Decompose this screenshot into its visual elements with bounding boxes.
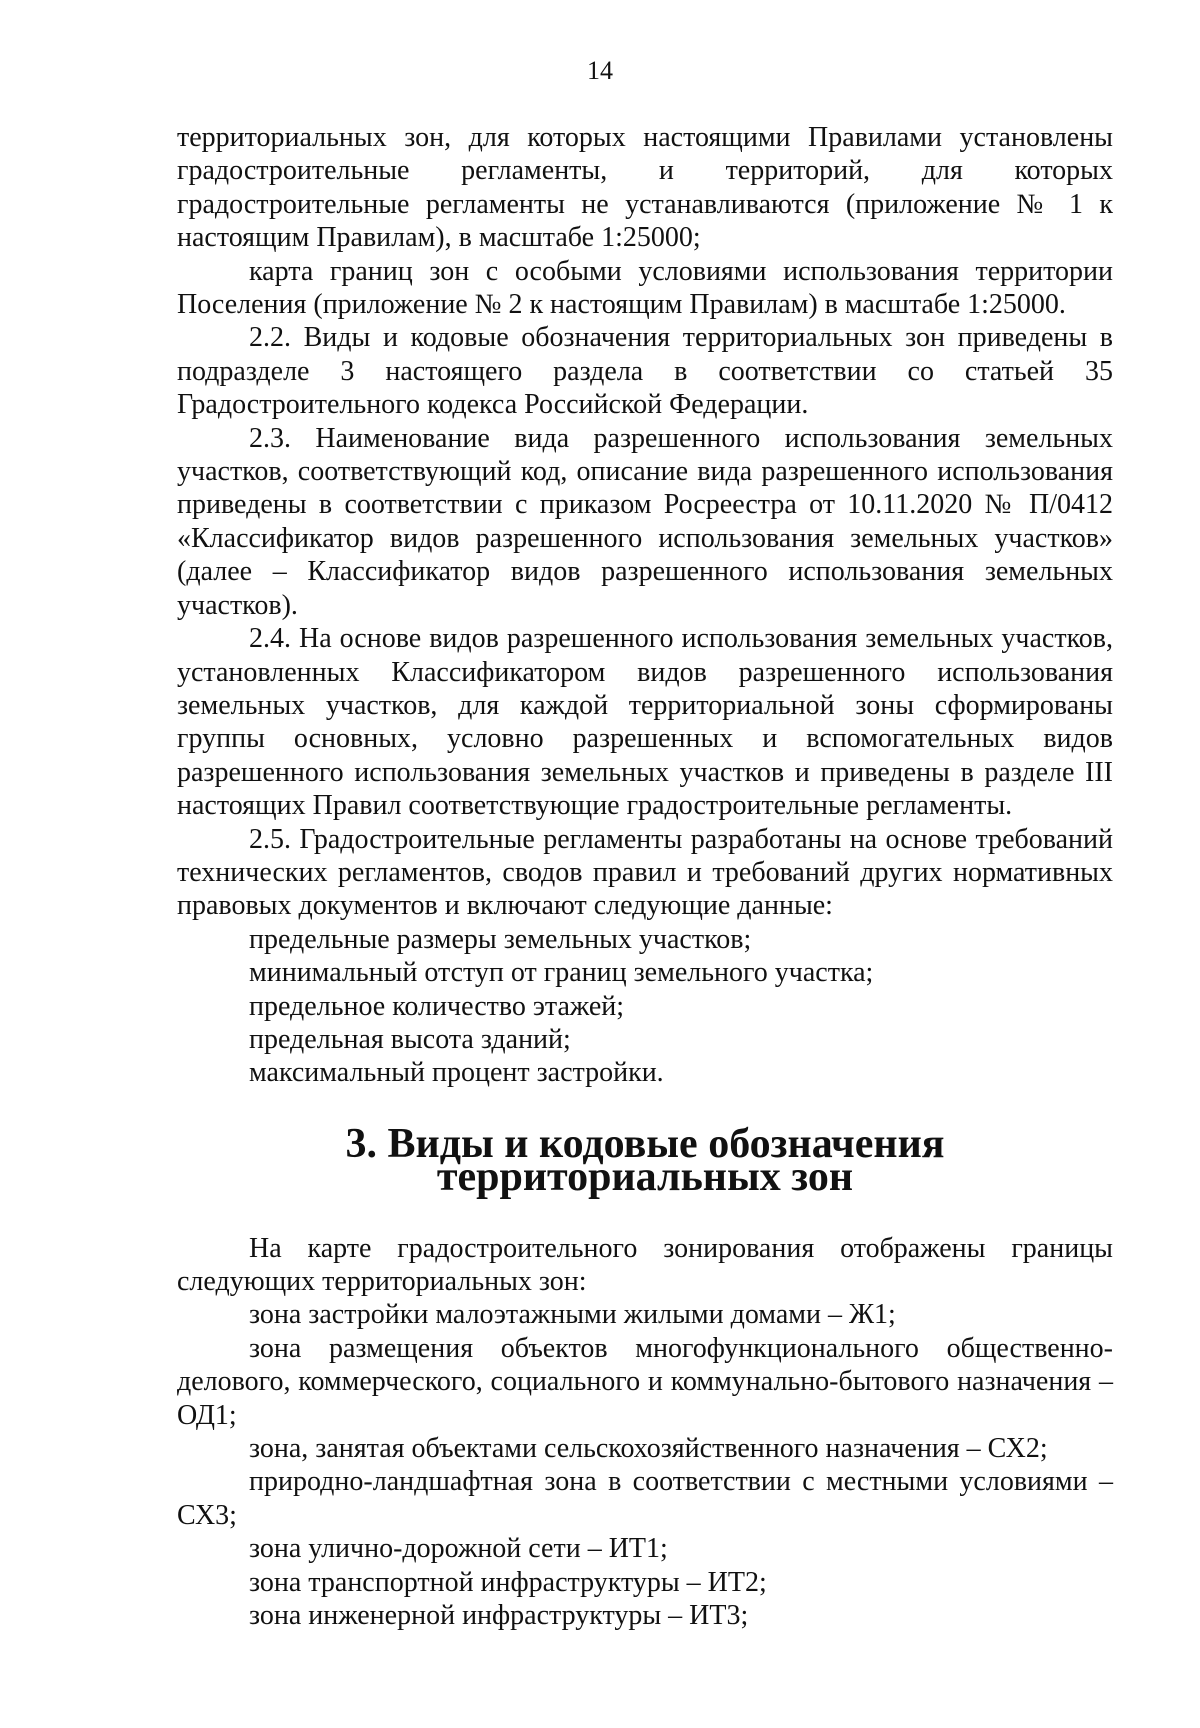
list-item: минимальный отступ от границ земельного участка; <box>249 957 874 989</box>
spacer <box>177 1195 1113 1232</box>
list-item: зона транспортной инфраструктуры – ИТ2; <box>249 1566 767 1598</box>
paragraph: На карте градостроительного зонирования отображены границы следующих территориальных зон: <box>177 1232 1113 1297</box>
paragraph: территориальных зон, для которых настоящими Правилами установлены градостроительные регламенты, и территорий, для которых градостроительные регламенты не устанавливаются (приложение № 1 к настоящим Правилам), в масштабе 1:25000; <box>177 122 1113 254</box>
list-item: предельная высота зданий; <box>249 1023 571 1055</box>
list-item: зона застройки малоэтажными жилыми домами – Ж1; <box>249 1299 896 1331</box>
paragraph: 2.3. Наименование вида разрешенного использования земельных участков, соответствующий код, описание вида разрешенного использования приведены в соответствии с приказом Росреестра от 10.11.2020 № П/0412 «Классификатор видов разрешенного использования земельных участков» (далее – Классификатор видов разрешенного использования земельных участков). <box>177 422 1113 621</box>
list-item: максимальный процент застройки. <box>249 1057 664 1089</box>
list-item: предельное количество этажей; <box>249 990 625 1022</box>
paragraph: карта границ зон с особыми условиями использования территории Поселения (приложение № 2 к настоящим Правилам) в масштабе 1:25000. <box>177 255 1113 321</box>
list-item: природно-ландшафтная зона в соответствии с местными условиями – СХ3; <box>177 1466 1113 1531</box>
list-item: зона, занятая объектами сельскохозяйственного назначения – СХ2; <box>249 1433 1048 1465</box>
document-body <box>177 121 1113 1632</box>
paragraph: 2.4. На основе видов разрешенного использования земельных участков, установленных Классификатором видов разрешенного использования земельных участков, для каждой территориальной зоны сформированы группы основных, условно разрешенных и вспомогательных видов разрешенного использования земельных участков и приведены в разделе III настоящих Правил соответствующие градостроительные регламенты. <box>177 623 1113 822</box>
list-item: зона улично-дорожной сети – ИТ1; <box>249 1533 668 1565</box>
page-number: 14 <box>587 56 613 85</box>
list-item: зона размещения объектов многофункционального общественно-делового, коммерческого, социального и коммунально-бытового назначения – ОД1; <box>177 1332 1113 1431</box>
list-item: зона инженерной инфраструктуры – ИТ3; <box>249 1600 749 1632</box>
paragraph: 2.5. Градостроительные регламенты разработаны на основе требований технических регламентов, сводов правил и требований других нормативных правовых документов и включают следующие данные: <box>177 823 1113 922</box>
section-heading: 3. Виды и кодовые обозначения территориальных зон <box>345 1120 945 1201</box>
paragraph: 2.2. Виды и кодовые обозначения территориальных зон приведены в подразделе 3 настоящего раздела в соответствии со статьей 35 Градостроительного кодекса Российской Федерации. <box>177 322 1113 421</box>
list-item: предельные размеры земельных участков; <box>249 923 752 955</box>
